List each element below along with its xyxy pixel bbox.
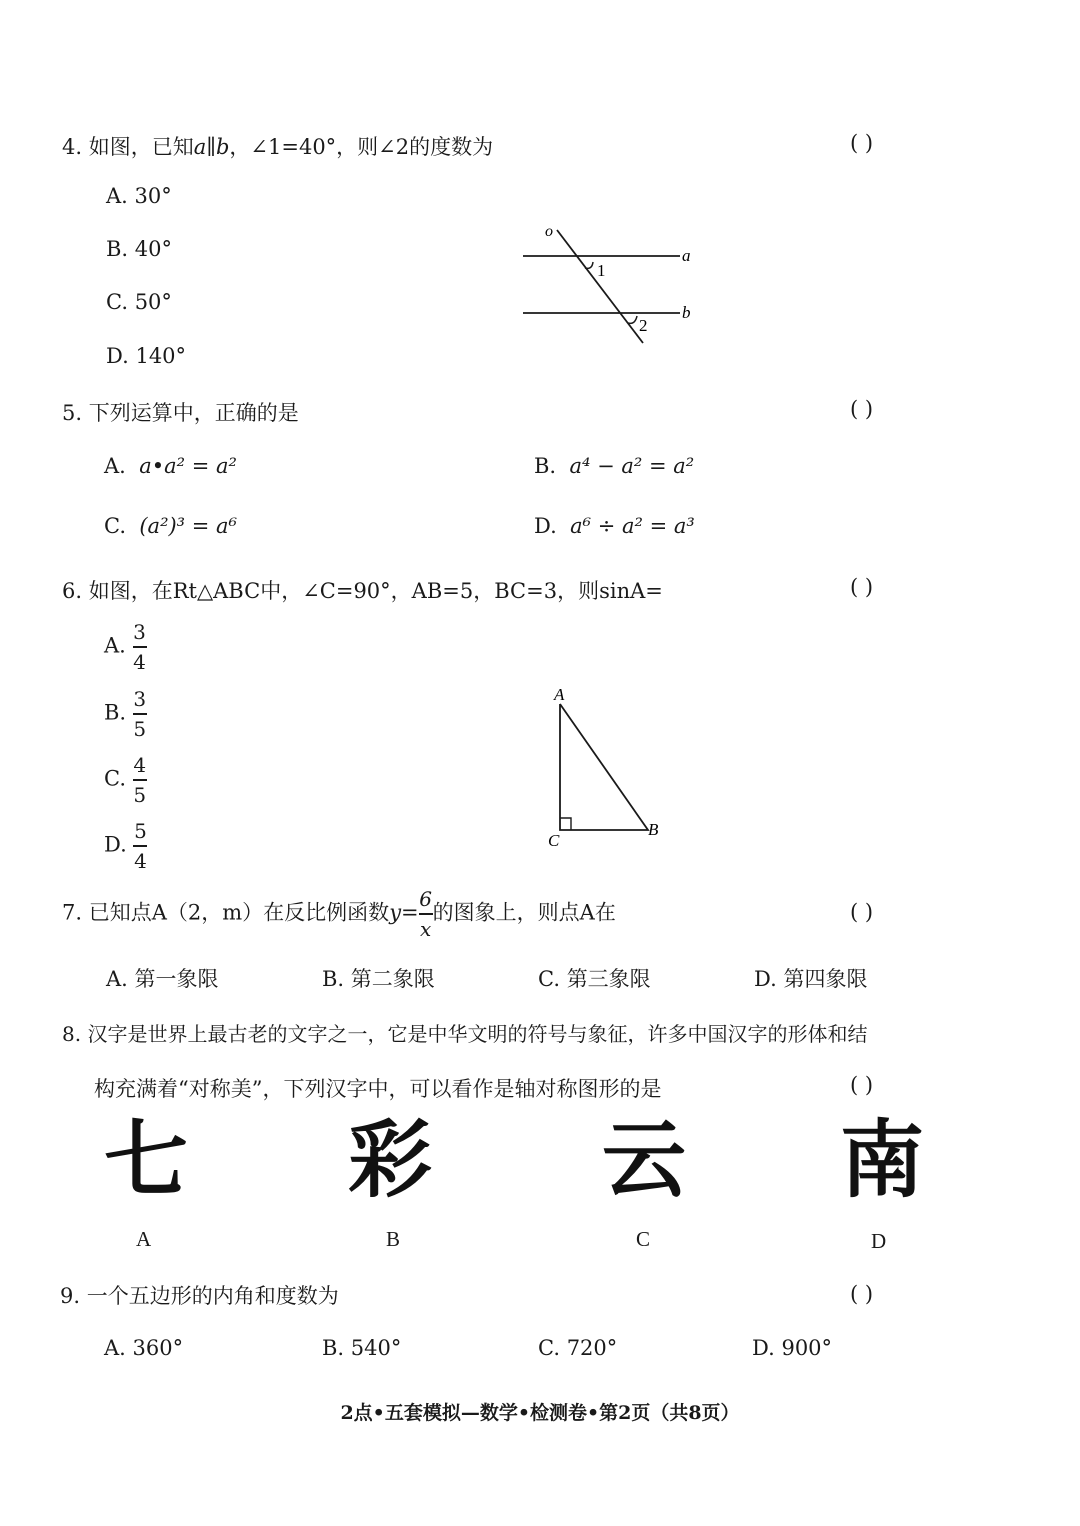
label-o: o <box>545 223 553 240</box>
question-5-stem: 5. 下列运算中，正确的是 <box>62 401 299 425</box>
q4-option-b[interactable]: B. 40° <box>106 237 173 261</box>
question-6-stem: 6. 如图，在Rt△ABC中，∠C=90°，AB=5，BC=3，则sinA= <box>62 579 663 603</box>
q4-option-a[interactable]: A. 30° <box>106 184 172 208</box>
q5-option-c[interactable]: C. (a²)³ = a⁶ <box>104 514 237 538</box>
fraction: $\frac{3}{5}$ <box>133 687 147 741</box>
question-number: 9. <box>60 1284 81 1308</box>
label-vertex-a: A <box>554 685 565 704</box>
fraction: $\frac{4}{5}$ <box>133 753 147 807</box>
label-a: a <box>682 246 691 265</box>
q9-option-c[interactable]: C. 720° <box>538 1336 618 1360</box>
answer-parentheses[interactable]: ( ) <box>850 1073 874 1097</box>
hanzi-nan[interactable]: 南 <box>840 1111 925 1209</box>
choice-label-b: B <box>386 1227 401 1251</box>
q6-option-b[interactable]: B. $\frac{3}{5}$ <box>104 687 147 741</box>
question-number: 4. <box>62 135 83 159</box>
q9-option-b[interactable]: B. 540° <box>322 1336 402 1360</box>
angle-2-arc <box>628 316 637 323</box>
question-4-stem: 4. 如图，已知a∥b，∠1=40°，则∠2的度数为 <box>62 135 494 159</box>
page-footer: 2点•五套模拟—数学•检测卷•第2页（共8页） <box>340 1402 740 1424</box>
right-triangle-figure <box>540 682 675 852</box>
hanzi-qi[interactable]: 七 <box>104 1111 189 1209</box>
q5-option-a[interactable]: A. a•a² = a² <box>104 454 237 478</box>
question-7-stem: 7. 已知点A（2，m）在反比例函数y= $\frac{6}{x}$ 的图象上，则点A在 <box>62 887 616 941</box>
parallel-lines-figure <box>515 218 705 353</box>
fraction: $\frac{3}{4}$ <box>133 620 146 674</box>
q9-option-a[interactable]: A. 360° <box>104 1336 184 1360</box>
question-number: 5. <box>62 401 83 425</box>
question-number: 8. <box>62 1022 82 1046</box>
label-b: b <box>682 303 691 322</box>
triangle-abc <box>560 704 648 830</box>
label-angle-2: 2 <box>639 316 648 335</box>
q7-option-b[interactable]: B. 第二象限 <box>322 967 435 991</box>
right-angle-mark <box>560 818 571 830</box>
q5-option-b[interactable]: B. a⁴ − a² = a² <box>534 454 695 478</box>
q6-option-c[interactable]: C. $\frac{4}{5}$ <box>104 753 147 807</box>
question-8-stem-line2: 构充满着“对称美”，下列汉字中，可以看作是轴对称图形的是 <box>94 1077 662 1101</box>
q7-option-d[interactable]: D. 第四象限 <box>754 967 868 991</box>
question-8-stem-line1: 8. 汉字是世界上最古老的文字之一，它是中华文明的符号与象征，许多中国汉字的形体和结 <box>62 1022 868 1046</box>
hanzi-yun[interactable]: 云 <box>602 1111 687 1209</box>
q7-option-a[interactable]: A. 第一象限 <box>106 967 219 991</box>
q9-option-d[interactable]: D. 900° <box>752 1336 833 1360</box>
q7-option-c[interactable]: C. 第三象限 <box>538 967 651 991</box>
label-vertex-b: B <box>648 820 659 839</box>
choice-label-a: A <box>136 1227 152 1251</box>
q4-option-d[interactable]: D. 140° <box>106 344 187 368</box>
label-angle-1: 1 <box>597 261 606 280</box>
q4-option-c[interactable]: C. 50° <box>106 290 172 314</box>
answer-parentheses[interactable]: ( ) <box>850 1282 874 1306</box>
q6-option-d[interactable]: D. $\frac{5}{4}$ <box>104 819 147 873</box>
q5-option-d[interactable]: D. a⁶ ÷ a² = a³ <box>534 514 695 538</box>
question-number: 6. <box>62 579 83 603</box>
transversal-line <box>557 230 643 343</box>
q6-option-a[interactable]: A. $\frac{3}{4}$ <box>104 620 146 674</box>
answer-parentheses[interactable]: ( ) <box>850 131 874 155</box>
hanzi-cai[interactable]: 彩 <box>348 1111 433 1209</box>
question-number: 7. <box>62 900 83 925</box>
choice-label-d: D <box>871 1229 887 1253</box>
label-vertex-c: C <box>548 831 560 850</box>
fraction: $\frac{5}{4}$ <box>134 819 147 873</box>
answer-parentheses[interactable]: ( ) <box>850 900 874 924</box>
question-9-stem: 9. 一个五边形的内角和度数为 <box>60 1284 339 1308</box>
answer-parentheses[interactable]: ( ) <box>850 397 874 421</box>
answer-parentheses[interactable]: ( ) <box>850 575 874 599</box>
choice-label-c: C <box>636 1227 651 1251</box>
function-fraction: $\frac{6}{x}$ <box>419 887 433 941</box>
